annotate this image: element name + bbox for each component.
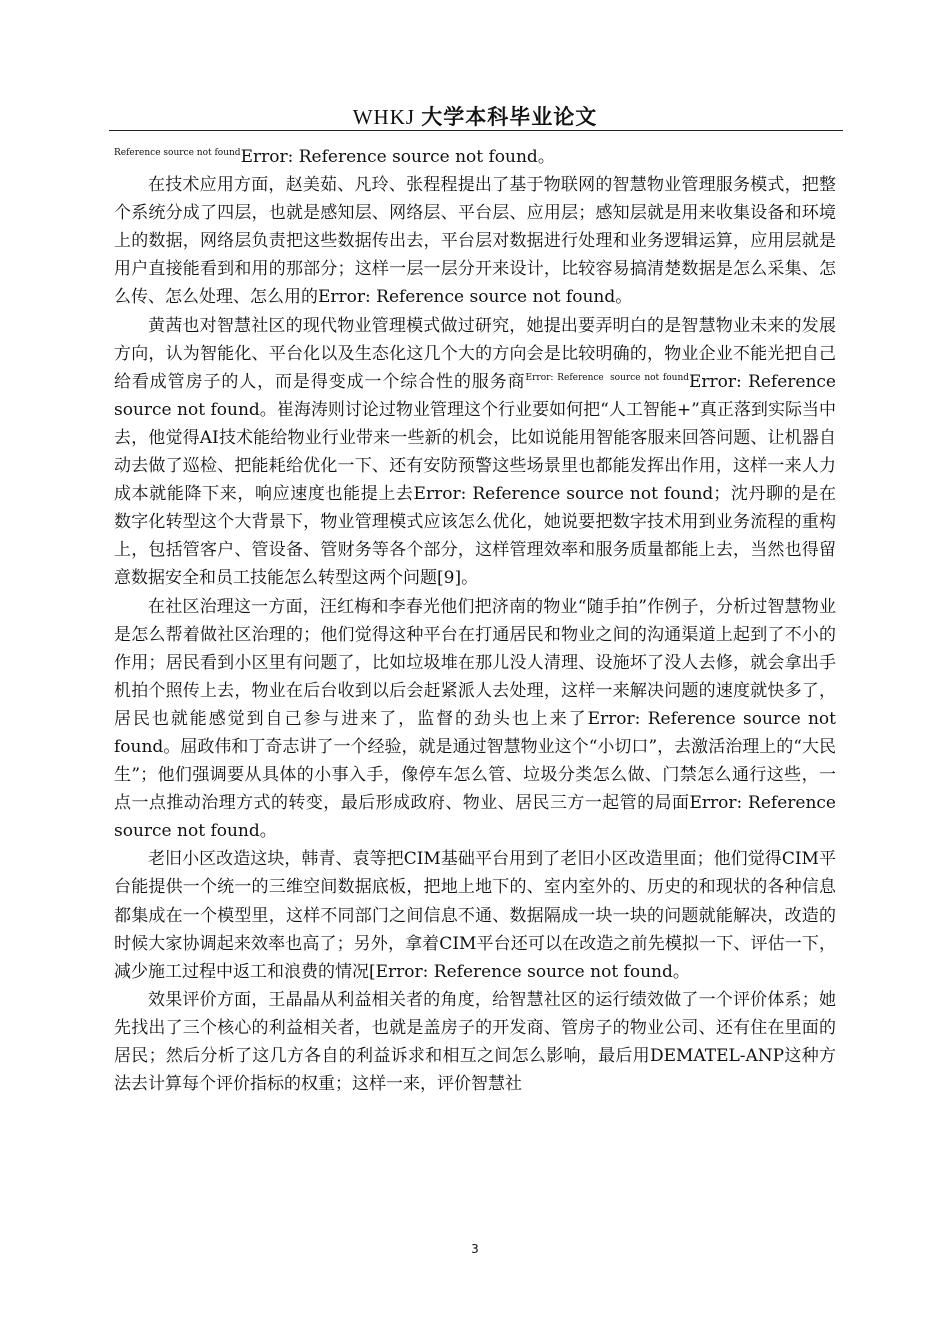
- paragraph: 效果评价方面，王晶晶从利益相关者的角度，给智慧社区的运行绩效做了一个评价体系；她先找出了三个核心的利益相关者，也就是盖房子的开发商、管房子的物业公司、还有住在里面的居民；然后分析了这几方各自的利益诉求和相互之间怎么影响，最后用DEMATEL-ANP这种方法去计算每个评价指标的权重；这样一来，评价智慧社: [114, 989, 836, 1095]
- header-rule: [109, 130, 843, 131]
- paragraph: 老旧小区改造这块，韩青、袁等把CIM基础平台用到了老旧小区改造里面；他们觉得CIM平台能提供一个统一的三维空间数据底板，把地上地下的、室内室外的、历史的和现状的各种信息都集成在一个模型里，这样不同部门之间信息不通、数据隔成一块一块的问题就能解决，改造的时候大家协调起来效率也高了；另外，拿着CIM平台还可以在改造之前先模拟一下、评估一下，减少施工过程中返工和浪费的情况[Error: Reference source not found。: [114, 849, 836, 982]
- paragraph-text: Error: Reference source not found。崔海涛则讨论过物业管理这个行业要如何把“人工智能+”真正落到实际当中去，他觉得AI技术能给物业行业带来一些新的机会，比如说能用智能客服来回答问题、让机器自动去做了巡检、把能耗给优化一下、还有安防预警这些场景里也都能发挥出作用，这样一来人力成本就能降下来，响应速度也能提上去Error: Reference source not found；沈丹聊的是在数字化转型这个大背景下，物业管理模式应该怎么优化，她说要把数字技术用到业务流程的重构上，包括管客户、管设备、管财务等各个部分，这样管理效率和服务质量都能上去，当然也得留意数据安全和员工技能怎么转型这两个问题[9]。: [114, 371, 836, 589]
- paragraph-text: 黄茜也对智慧社区的现代物业管理模式做过研究，她提出要弄明白的是智慧物业未来的发展方向，认为智能化、平台化以及生态化这几个大的方向会是比较明确的，物业企业不能光把自己给看成管房子的人，而是得变成一个综合性的服务商: [114, 315, 836, 392]
- paragraph: 在技术应用方面，赵美茹、凡玲、张程程提出了基于物联网的智慧物业管理服务模式，把整个系统分成了四层，也就是感知层、网络层、平台层、应用层；感知层就是用来收集设备和环境上的数据，网络层负责把这些数据传出去，平台层对数据进行处理和业务逻辑运算，应用层就是用户直接能看到和用的那部分；这样一层一层分开来设计，比较容易搞清楚数据是怎么采集、怎么传、怎么处理、怎么用的Error: Reference source not found。: [114, 175, 836, 308]
- document-body: [114, 143, 836, 1098]
- reference-superscript: Reference source not found: [114, 147, 241, 158]
- header-title: 大学本科毕业论文: [421, 104, 598, 129]
- paragraph: [114, 143, 836, 171]
- reference-superscript: Error: Reference: [525, 372, 604, 383]
- paragraph: [114, 312, 836, 593]
- reference-superscript: source not found: [610, 372, 690, 383]
- page-header: [0, 101, 950, 131]
- paragraph-text: Error: Reference source not found。: [240, 147, 555, 167]
- paragraph: 在社区治理这一方面，汪红梅和李春光他们把济南的物业“随手拍”作例子，分析过智慧物业是怎么帮着做社区治理的；他们觉得这种平台在打通居民和物业之间的沟通渠道上起到了不小的作用；居民看到小区里有问题了，比如垃圾堆在那儿没人清理、设施坏了没人去修，就会拿出手机拍个照传上去，物业在后台收到以后会赶紧派人去处理，这样一来解决问题的速度就快多了，居民也就能感觉到自己参与进来了，监督的劲头也上来了Error: Reference source not found。屈政伟和丁奇志讲了一个经验，就是通过智慧物业这个“小切口”，去激活治理上的“大民生”；他们强调要从具体的小事入手，像停车怎么管、垃圾分类怎么做、门禁怎么通行这些，一点一点推动治理方式的转变，最后形成政府、物业、居民三方一起管的局面Error: Reference source not found。: [114, 596, 836, 842]
- page-number: 3: [471, 1242, 479, 1256]
- header-latin: WHKJ: [352, 105, 422, 129]
